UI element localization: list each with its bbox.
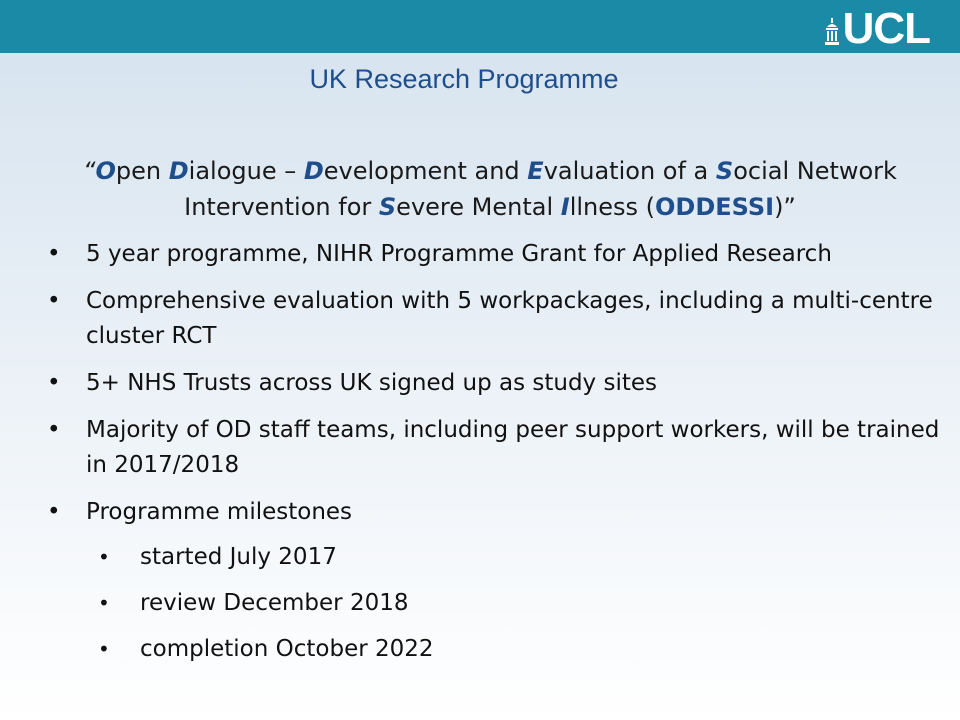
programme-title-quote <box>40 153 940 225</box>
bullet-item: • 5+ NHS Trusts across UK signed up as study sites <box>0 366 960 401</box>
milestone-item: • completion October 2022 <box>0 632 960 667</box>
acronym: ODDESSI <box>655 193 775 221</box>
bullet-list <box>0 237 960 678</box>
logo-text: UCL <box>842 4 930 53</box>
header-bar <box>0 0 960 53</box>
ucl-logo <box>825 6 930 52</box>
slide-title: UK Research Programme <box>309 64 619 94</box>
milestone-item: • started July 2017 <box>0 540 960 575</box>
quote-line-1: “Open Dialogue – Development and Evaluation of a Social Network <box>83 157 897 185</box>
portico-icon <box>825 18 839 46</box>
bullet-item: • Majority of OD staff teams, including peer support workers, will be trained in 2017/2018 <box>0 413 960 483</box>
quote-line-2: Intervention for Severe Mental Illness (ODDESSI)” <box>184 193 796 221</box>
milestone-item: • review December 2018 <box>0 586 960 621</box>
bullet-item: • 5 year programme, NIHR Programme Grant for Applied Research <box>0 237 960 272</box>
bullet-item: • Programme milestones <box>0 495 960 530</box>
bullet-item: • Comprehensive evaluation with 5 workpackages, including a multi-centre cluster RCT <box>0 284 960 354</box>
